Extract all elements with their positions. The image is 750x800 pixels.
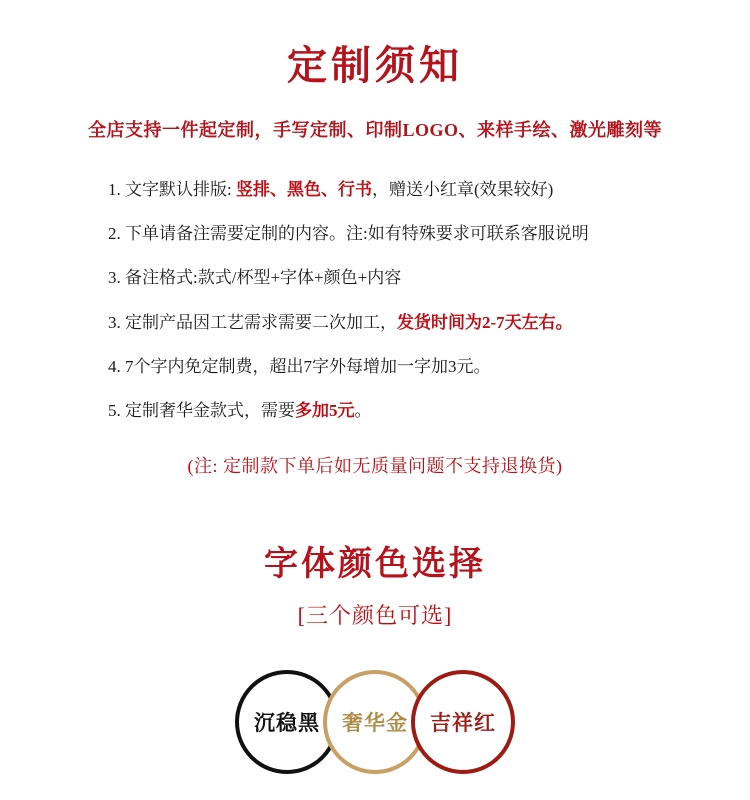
color-option-label: 吉祥红 [430, 711, 496, 736]
color-option-list [0, 670, 750, 774]
list-item-text: 备注格式:款式/杯型+字体+颜色+内容 [125, 268, 402, 288]
list-item-index: 3. [108, 312, 121, 332]
list-item-text: 定制产品因工艺需求需要二次加工， [125, 312, 397, 332]
list-item-highlight: 多加5元 [295, 400, 355, 420]
color-option-red[interactable] [411, 670, 515, 774]
list-item-index: 4. [108, 356, 121, 376]
list-item [108, 264, 750, 291]
notice-list [0, 176, 750, 424]
return-policy-note: (注: 定制款下单后如无质量问题不支持退换货) [187, 456, 563, 477]
list-item [108, 176, 750, 203]
list-item-text: 7个字内免定制费，超出7字外每增加一字加3元。 [125, 356, 491, 376]
list-item-text-tail: ，赠送小红章(效果较好) [371, 180, 554, 199]
list-item [108, 309, 750, 336]
list-item-highlight: 发货时间为2-7天左右。 [397, 312, 573, 332]
list-item-index: 2. [108, 224, 121, 244]
list-item-text: 下单请备注需要定制的内容。注:如有特殊要求可联系客服说明 [125, 224, 589, 244]
list-item-text: 文字默认排版: [125, 180, 236, 199]
list-item-index: 3. [108, 268, 121, 288]
list-item-text-tail: 。 [354, 400, 372, 420]
list-item-index: 1. [108, 180, 121, 199]
list-item-highlight: 竖排、黑色、行书 [235, 180, 372, 199]
color-section-title: 字体颜色选择 [264, 546, 486, 584]
color-option-label: 沉稳黑 [254, 711, 320, 736]
page-title: 定制须知 [287, 43, 463, 88]
list-item [108, 220, 750, 247]
list-item-index: 5. [108, 400, 121, 420]
color-section-subtitle: [三个颜色可选] [297, 603, 453, 629]
list-item [108, 397, 750, 424]
page-subtitle: 全店支持一件起定制，手写定制、印制LOGO、来样手绘、激光雕刻等 [87, 120, 662, 140]
list-item-text: 定制奢华金款式，需要 [125, 400, 295, 420]
color-option-label: 奢华金 [342, 711, 408, 736]
list-item [108, 353, 750, 380]
